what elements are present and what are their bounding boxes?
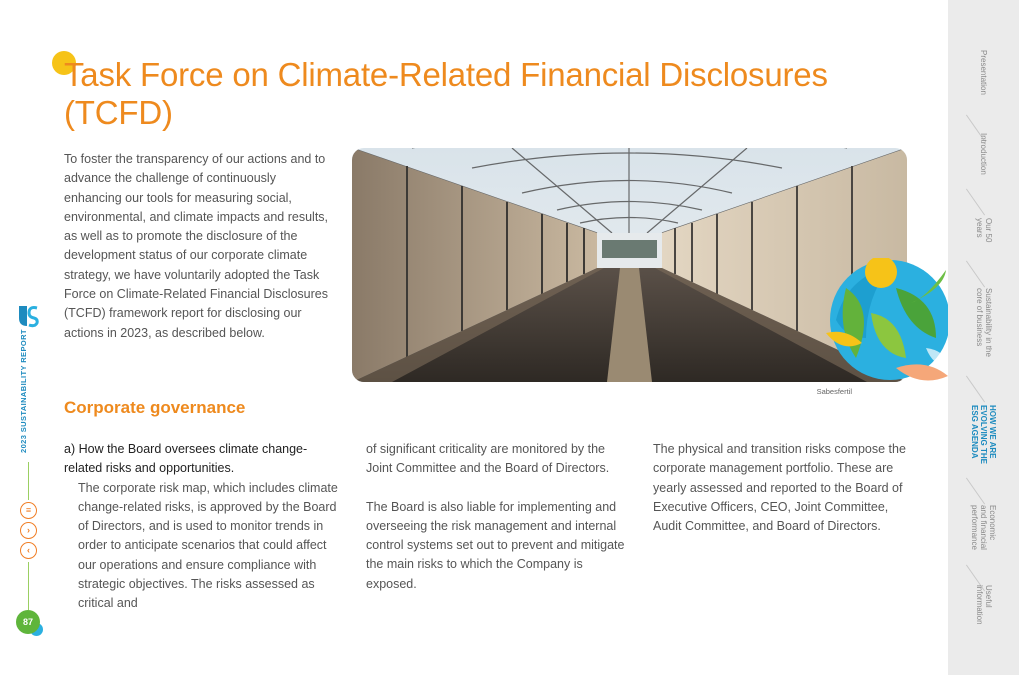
column-2 — [366, 440, 628, 594]
sidebar-item-economic-performance[interactable]: Economic and financial performance — [970, 505, 997, 550]
column-3 — [653, 440, 915, 536]
chevron-right-icon[interactable]: › — [20, 522, 37, 539]
page-title: Task Force on Climate-Related Financial Disclosures (TCFD) — [64, 56, 828, 131]
column-1 — [64, 440, 344, 614]
section-heading: Corporate governance — [64, 398, 246, 417]
question-heading: a) How the Board oversees climate change-related risks and opportunities. — [64, 442, 308, 476]
sidebar-item-presentation[interactable]: Presentation — [979, 50, 988, 95]
sidebar-item-introduction[interactable]: Introduction — [979, 133, 988, 175]
greenhouse-photo — [352, 148, 907, 382]
sidebar-item-sustainability[interactable]: Sustainability in the core of business — [975, 288, 993, 357]
company-logo-icon — [17, 304, 39, 328]
column-3-paragraph-1: The physical and transition risks compose the corporate management portfolio. These are yearly assessed and reported to the Board of Executive Officers, CEO, Joint Committee, Audit Committee, and Board of Directors. — [653, 442, 906, 534]
sidebar-item-esg-agenda[interactable]: HOW WE ARE EVOLVING THE ESG AGENDA — [970, 405, 997, 464]
sidebar-item-our-50-years[interactable]: Our 50 years — [975, 218, 993, 243]
column-2-paragraph-2: The Board is also liable for implementing and overseeing the risk management and internal control systems set out to prevent and mitigate the main risks to which the Company is exposed. — [366, 499, 625, 591]
intro-paragraph: To foster the transparency of our actions and to advance the challenge of continuously enhancing our tools for measuring social, environmental, and climate impacts and results, as well as to promote the disclosure of the development status of our corporate climate strategy, we have voluntarily adopted the Task Force on Climate-Related Financial Disclosures (TCFD) framework report for disclosing our actions in 2023, as described below. — [64, 152, 329, 340]
chevron-left-icon[interactable]: ‹ — [20, 542, 37, 559]
leaf-globe-illustration — [826, 258, 950, 390]
report-label: 2023 SUSTAINABILITY REPORT — [19, 329, 28, 453]
sidebar-item-useful-information[interactable]: Useful information — [975, 585, 993, 625]
menu-icon[interactable]: ≡ — [20, 502, 37, 519]
photo-caption: Sabesfertil — [816, 387, 852, 396]
rail-line-bottom — [28, 562, 29, 610]
rail-line-top — [28, 462, 29, 500]
column-1-body: The corporate risk map, which includes climate change-related risks, is approved by the Board of Directors, and is used to monitor trends in order to anticipate scenarios that could affect our operations and ensure compliance with strategic objectives. The risks assessed as critical and — [78, 480, 338, 611]
page-number: 87 — [16, 610, 40, 634]
column-2-paragraph-1: of significant criticality are monitored by the Joint Committee and the Board of Directors. — [366, 442, 610, 476]
